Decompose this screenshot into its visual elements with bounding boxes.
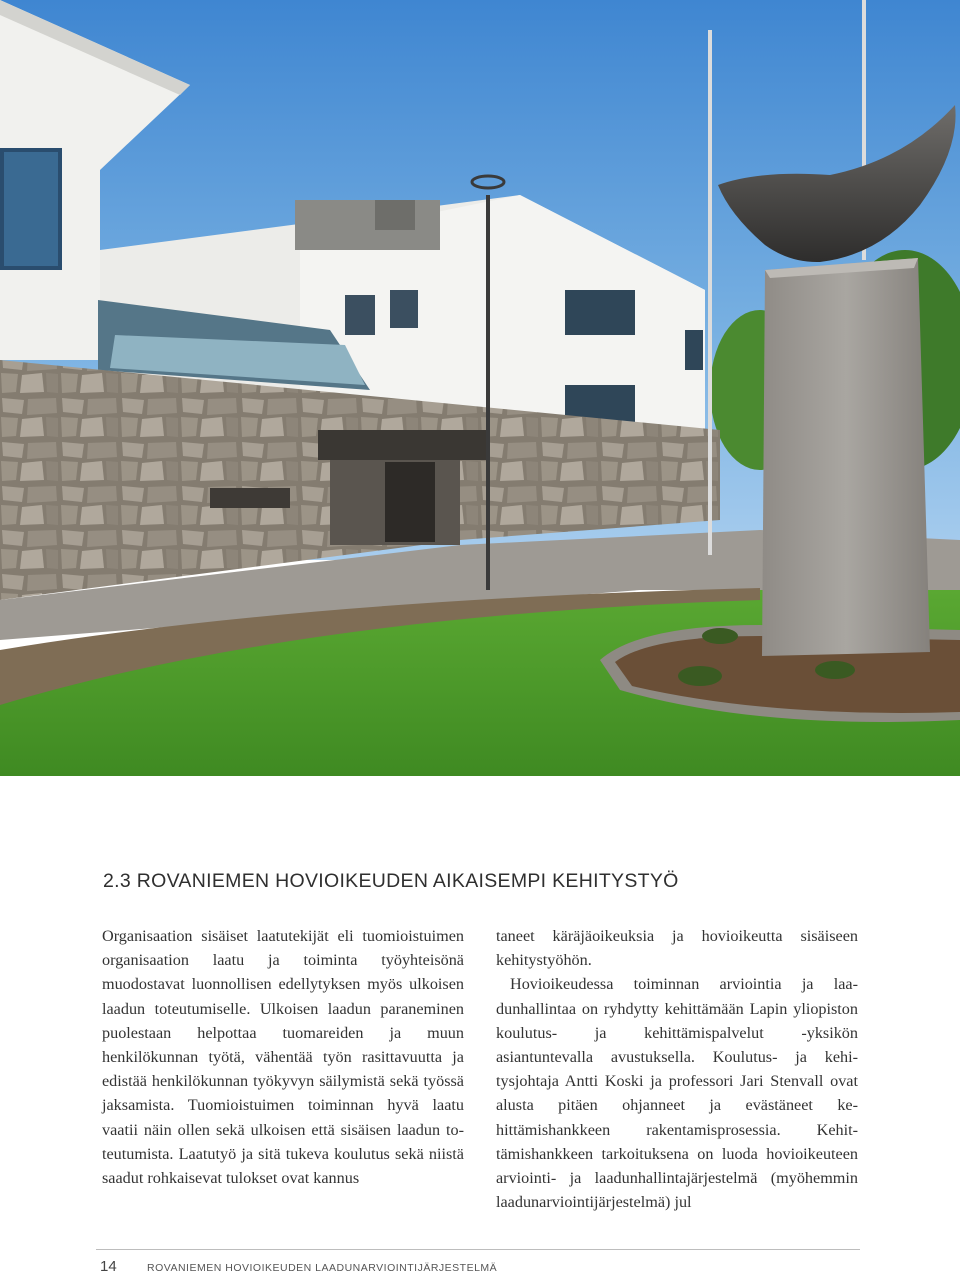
page-number: 14	[100, 1258, 117, 1275]
running-title: ROVANIEMEN HOVIOIKEUDEN LAADUNARVIOINTIJÄRJESTELMÄ	[147, 1262, 498, 1274]
text-column-right	[496, 924, 858, 1214]
body-paragraph: Hovioikeudessa toiminnan arviointia ja laadunhallintaa on ryhdytty kehittämään Lapin yliopiston koulutus- ja kehittämispalvelut -yksikön asiantuntevalla avustuksella. Koulutus- ja kehitysjohtaja Antti Koski ja professori Jari Stenvall ovat alusta pitäen ohjanneet ja evästäneet kehittämishankkeen rakentamisprosessia. Kehittämishankkeen tarkoituksena on luoda hovioikeuteen arviointi- ja laadunhallintajärjestelmä (myöhemmin laadunarviointijärjestelmä) jul	[496, 975, 858, 1212]
text-column-left	[102, 924, 464, 1190]
section-heading: 2.3 ROVANIEMEN HOVIOIKEUDEN AIKAISEMPI KEHITYSTYÖ	[103, 870, 679, 892]
body-paragraph-continued: taneet käräjäoikeuksia ja hovioikeutta sisäiseen kehitystyöhön.	[496, 927, 858, 970]
footer-divider	[96, 1249, 860, 1250]
body-paragraph: Organisaation sisäiset laatutekijät eli tuomioistuimen organisaation laatu ja toiminta työyhteisönä muodostavat luonnollisen edellytyksen myös ulkoisen laadun toteutumiselle. Ulkoisen laadun paraneminen puolestaan helpottaa tuomareiden ja muun henkilökunnan työtä, vähentää työn rasittavuutta ja edistää henkilökunnan työkyvyn säilymistä sekä työssä jaksamista. Tuomioistuimen toiminnan hyvä laatu vaatii näin ollen sekä ulkoisen että sisäisen laadun toteutumista. Laatutyö ja sitä tukeva koulutus sekä niistä saadut rohkaisevat tulokset ovat kannus	[102, 927, 464, 1188]
